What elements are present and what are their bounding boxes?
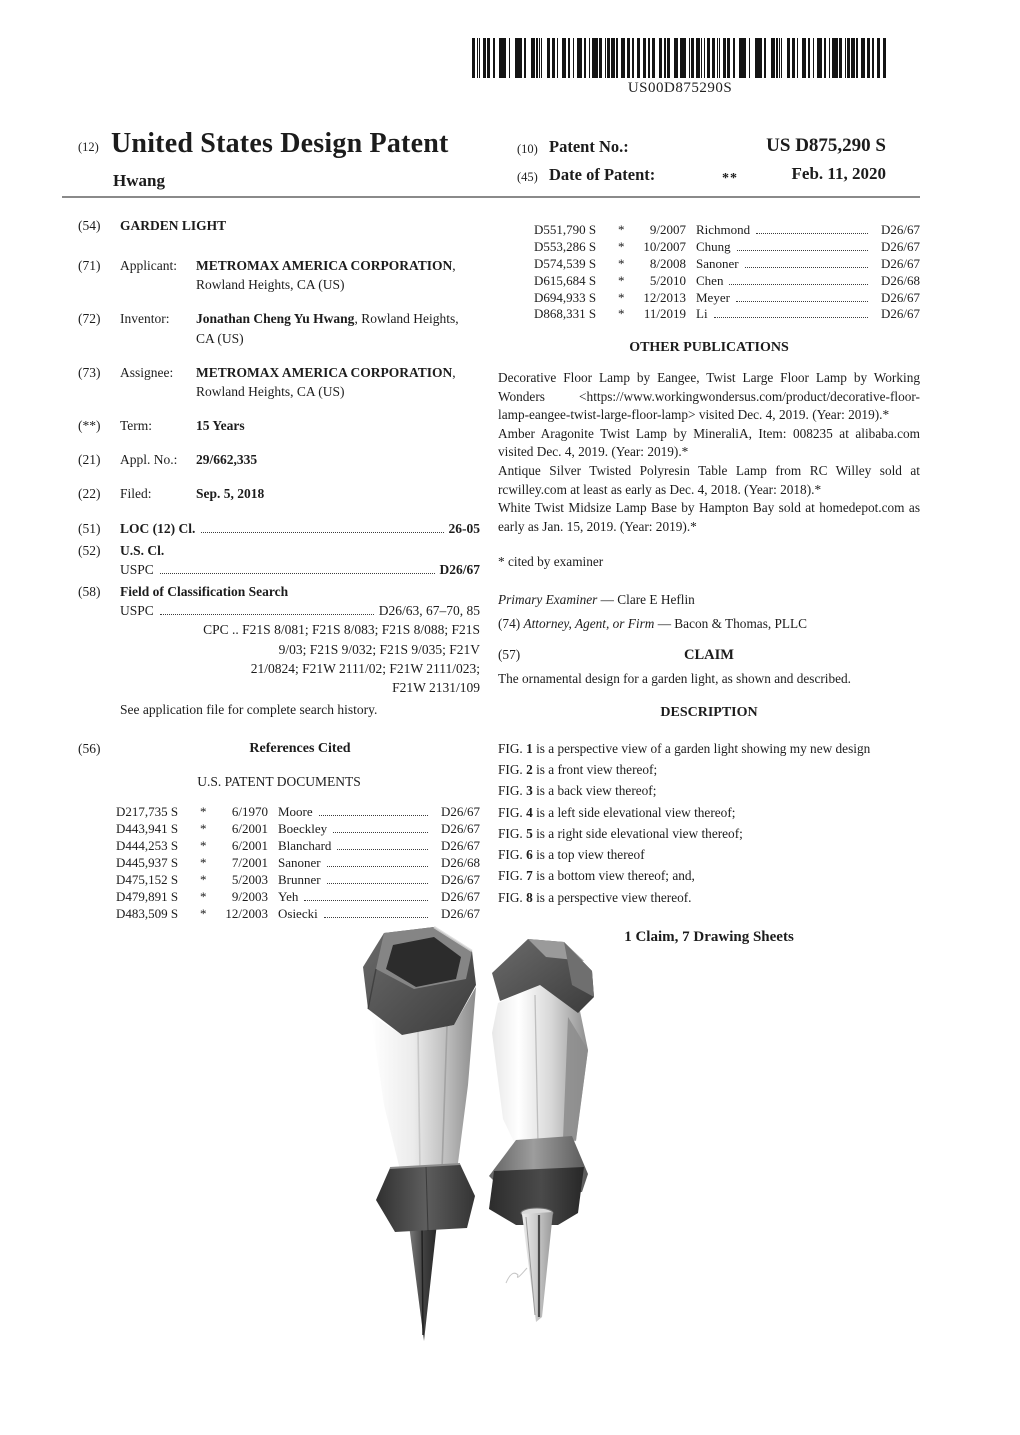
fig-prefix: FIG. [498, 825, 523, 841]
fig-text: is a bottom view thereof; and, [536, 868, 695, 884]
field-value-rest: , Rowland Heights, CA (US) [196, 364, 456, 399]
fig-text: is a perspective view of a garden light showing my new design [536, 740, 871, 756]
field-label: Appl. No.: [120, 452, 178, 468]
uspc-label: USPC [120, 603, 154, 619]
right-column [498, 222, 920, 948]
ref-star: * [200, 854, 207, 870]
ref-star: * [618, 289, 625, 305]
cpc-line: 21/0824; F21W 2111/02; F21W 2111/023; [250, 660, 480, 676]
left-stake [363, 927, 476, 1341]
attorney-line [498, 615, 920, 634]
fig-number: 8 [526, 889, 533, 905]
dot-leader [714, 317, 868, 318]
attorney-name: — Bacon & Thomas, PLLC [657, 615, 808, 631]
other-publications-list [498, 369, 920, 536]
patent-number: US D875,290 S [766, 135, 886, 156]
field-label: Applicant: [120, 258, 177, 274]
ref-class: D26/68 [441, 854, 480, 870]
description-title: DESCRIPTION [660, 705, 758, 721]
ref-date: 9/2007 [649, 222, 686, 237]
ref-star: * [200, 888, 207, 904]
us-class-row [78, 541, 480, 579]
loc-class-row [78, 519, 480, 538]
fig-prefix: FIG. [498, 762, 523, 778]
ref-name: Sanoner [696, 255, 739, 271]
patent-reference-row [534, 239, 920, 256]
figure-description-line [498, 844, 920, 865]
patent-reference-row [116, 838, 480, 855]
field-num: (72) [78, 311, 101, 327]
biblio-field-row [78, 309, 480, 347]
claim-text: The ornamental design for a garden light, as shown and described. [498, 670, 851, 686]
right-stake [489, 939, 594, 1322]
ref-star: * [200, 804, 207, 820]
dot-leader [736, 301, 868, 302]
references-cited-header [78, 739, 480, 759]
ref-class: D26/67 [441, 871, 480, 887]
ref-date: 5/2010 [649, 272, 686, 288]
field-label: Filed: [120, 486, 152, 502]
biblio-field-row [78, 256, 480, 294]
patent-reference-row [534, 306, 920, 323]
ref-name: Osiecki [278, 905, 318, 921]
dot-leader [333, 832, 428, 833]
ref-date: 12/2003 [225, 905, 268, 921]
ref-number: D615,684 S [534, 272, 597, 288]
ref-date: 11/2019 [643, 306, 686, 322]
fig-number: 6 [526, 847, 533, 863]
ref-class: D26/67 [881, 255, 920, 271]
ref-date: 6/1970 [231, 804, 268, 820]
ref-class: D26/67 [441, 837, 480, 853]
field-value [196, 309, 464, 347]
invention-title-row [78, 216, 480, 235]
field-value [196, 256, 464, 294]
biblio-field-row [78, 416, 480, 435]
dot-leader [737, 250, 868, 251]
cpc-line: F21W 2131/109 [392, 679, 480, 695]
fig-text: is a perspective view thereof. [536, 889, 692, 905]
figure-description-line [498, 780, 920, 801]
dot-leader [304, 900, 428, 901]
ref-date: 6/2001 [231, 837, 268, 853]
header-divider [62, 196, 920, 198]
figure-description-line [498, 865, 920, 886]
fig-number: 7 [526, 868, 533, 884]
field-value [196, 450, 464, 469]
ref-class: D26/67 [441, 804, 480, 820]
us-patent-documents-table-cont [534, 222, 920, 323]
uspc-value: D26/67 [439, 561, 480, 577]
publication-entry: White Twist Midsize Lamp Base by Hampton Bay sold at homedepot.com as early as Jan. 15, 2019. (Year: 2019).* [498, 500, 920, 534]
field-value-bold: Jonathan Cheng Yu Hwang [196, 311, 355, 327]
fig-prefix: FIG. [498, 889, 523, 905]
patent-reference-row [116, 906, 480, 923]
ref-class: D26/67 [441, 821, 480, 837]
fig-text: is a back view thereof; [536, 783, 657, 799]
cited-by-examiner-note: * cited by examiner [498, 554, 604, 570]
ref-number: D475,152 S [116, 871, 179, 887]
garden-light-drawing [330, 925, 700, 1360]
us-patent-documents-title: U.S. PATENT DOCUMENTS [197, 774, 361, 789]
ref-class: D26/67 [881, 289, 920, 305]
field-of-search-label: Field of Classification Search [120, 584, 289, 600]
biblio-field-row [78, 484, 480, 503]
ref-class: D26/68 [881, 272, 920, 288]
field-value-bold: METROMAX AMERICA CORPORATION [196, 364, 453, 380]
fig-number: 5 [526, 825, 533, 841]
ref-name: Brunner [278, 871, 321, 887]
ref-number: D553,286 S [534, 238, 597, 254]
field-num: (52) [78, 542, 101, 558]
ref-number: D444,253 S [116, 837, 179, 853]
figure-description-line [498, 759, 920, 780]
ref-name: Blanchard [278, 837, 332, 853]
us-patent-documents-table [116, 804, 480, 922]
ref-number: D551,790 S [534, 222, 597, 237]
fig-text: is a right side elevational view thereof; [536, 825, 743, 841]
field-value-bold: Sep. 5, 2018 [196, 486, 265, 502]
ref-number: D574,539 S [534, 255, 597, 271]
fig-number: 4 [526, 804, 533, 820]
field-value [196, 484, 464, 503]
field-value-bold: 29/662,335 [196, 452, 258, 468]
field-value-bold: METROMAX AMERICA CORPORATION [196, 258, 453, 274]
primary-examiner-label: Primary Examiner [498, 592, 598, 608]
field-num: (51) [78, 520, 101, 536]
patent-no-label: Patent No.: [549, 137, 629, 156]
dot-leader [729, 284, 868, 285]
fig-prefix: FIG. [498, 740, 523, 756]
figure-description-line [498, 823, 920, 844]
ref-name: Chen [696, 272, 724, 288]
ref-date: 9/2003 [231, 888, 268, 904]
first-named-inventor: Hwang [113, 171, 165, 190]
dot-leader [756, 233, 868, 234]
uspc-search-value: D26/63, 67–70, 85 [378, 603, 480, 619]
field-num: (57) [498, 647, 521, 663]
cpc-line: CPC .. F21S 8/081; F21S 8/083; F21S 8/088; F21S [203, 622, 480, 638]
loc-label: LOC (12) Cl. [120, 520, 196, 536]
dot-leader [337, 849, 428, 850]
field-of-search-row [78, 582, 480, 736]
patent-reference-row [534, 273, 920, 290]
field-num: (73) [78, 364, 101, 380]
ref-star: * [200, 821, 207, 837]
left-column [78, 216, 480, 922]
claim-title: CLAIM [684, 647, 734, 664]
ref-name: Moore [278, 804, 313, 820]
publication-entry: Antique Silver Twisted Polyresin Table Lamp from RC Willey sold at rcwilley.com at least as early as Dec. 4, 2018. (Year: 2018).* [498, 462, 920, 497]
barcode [472, 38, 888, 78]
field-num: (58) [78, 584, 101, 600]
ref-star: * [618, 306, 625, 322]
references-cited-title: References Cited [249, 741, 351, 757]
ref-number: D694,933 S [534, 289, 597, 305]
field-label: Assignee: [120, 364, 174, 380]
bibliographic-fields [78, 256, 480, 503]
dot-leader [160, 573, 435, 574]
primary-examiner-line [498, 591, 920, 610]
ref-class: D26/67 [441, 905, 480, 921]
ref-name: Yeh [278, 888, 299, 904]
ref-date: 8/2008 [649, 255, 686, 271]
patent-reference-row [116, 855, 480, 872]
patent-no-code: (10) [517, 142, 538, 156]
ref-name: Chung [696, 238, 731, 254]
field-value [196, 416, 464, 435]
kind-code: (12) [78, 140, 99, 154]
publication-entry: Amber Aragonite Twist Lamp by MineraliA, Item: 008235 at alibaba.com visited Dec. 4, 2019. (Year: 2019).* [498, 425, 920, 460]
ref-star: * [200, 871, 207, 887]
biblio-field-row [78, 450, 480, 469]
date-of-patent-label: Date of Patent: [549, 165, 656, 184]
ref-number: D483,509 S [116, 905, 179, 921]
field-num: (22) [78, 486, 101, 502]
fig-text: is a front view thereof; [536, 762, 658, 778]
ref-number: D443,941 S [116, 821, 179, 837]
claims-sheets-note: 1 Claim, 7 Drawing Sheets [624, 928, 794, 945]
ref-date: 6/2001 [231, 821, 268, 837]
fig-prefix: FIG. [498, 847, 523, 863]
dot-leader [160, 614, 374, 615]
ref-name: Richmond [696, 222, 751, 237]
publication-entry: Decorative Floor Lamp by Eangee, Twist Large Floor Lamp by Working Wonders <https://www.workingwondersus.com/product/decorative-floor-lamp-eangee-twist-large-floor-lamp> visited Dec. 4, 2019. (Year: 2019).* [498, 369, 920, 423]
fig-text: is a top view thereof [536, 847, 645, 863]
field-num: (56) [78, 741, 101, 757]
fig-text: is a left side elevational view thereof; [536, 804, 736, 820]
ref-name: Sanoner [278, 854, 321, 870]
dot-leader [327, 866, 428, 867]
ref-name: Li [696, 306, 708, 322]
field-value-bold: 15 Years [196, 418, 245, 434]
cpc-line: 9/03; F21S 9/032; F21S 9/035; F21V [278, 641, 480, 657]
date-of-patent: Feb. 11, 2020 [791, 164, 886, 183]
biblio-field-row [78, 363, 480, 401]
figure-description-line [498, 802, 920, 823]
ref-number: D217,735 S [116, 804, 179, 820]
cpc-lines [120, 620, 480, 697]
primary-examiner-name: — Clare E Heflin [600, 592, 695, 608]
ref-date: 10/2007 [643, 238, 686, 254]
ref-class: D26/67 [881, 306, 920, 322]
figure-description-line [498, 887, 920, 908]
figure-descriptions [498, 738, 920, 908]
dot-leader [319, 815, 428, 816]
field-num: (54) [78, 218, 101, 233]
dot-leader [745, 267, 868, 268]
ref-star: * [200, 837, 207, 853]
ref-number: D479,891 S [116, 888, 179, 904]
ref-class: D26/67 [881, 238, 920, 254]
fig-prefix: FIG. [498, 868, 523, 884]
invention-title: GARDEN LIGHT [120, 218, 227, 233]
field-num: (71) [78, 258, 101, 274]
patent-drawing [330, 925, 700, 1360]
ref-date: 12/2013 [643, 289, 686, 305]
field-num: (21) [78, 452, 101, 468]
fig-number: 3 [526, 783, 533, 799]
patent-reference-row [116, 889, 480, 906]
attorney-label: Attorney, Agent, or Firm [523, 615, 655, 631]
document-type-title: United States Design Patent [111, 128, 449, 159]
loc-value: 26-05 [448, 520, 480, 536]
ref-number: D868,331 S [534, 306, 597, 322]
search-history-note: See application file for complete search history. [120, 701, 378, 717]
ref-class: D26/67 [441, 888, 480, 904]
ref-class: D26/67 [881, 222, 920, 237]
uspc-label: USPC [120, 561, 154, 577]
ref-name: Boeckley [278, 821, 328, 837]
patent-reference-row [116, 872, 480, 889]
field-value [196, 363, 464, 401]
ref-star: * [618, 222, 625, 237]
fig-number: 1 [526, 740, 533, 756]
ref-name: Meyer [696, 289, 730, 305]
ref-number: D445,937 S [116, 854, 179, 870]
field-value-rest: , Rowland Heights, CA (US) [196, 311, 459, 346]
date-code: (45) [517, 170, 538, 184]
claim-header [498, 645, 920, 665]
field-value-rest: , Rowland Heights, CA (US) [196, 258, 456, 293]
figure-description-line [498, 738, 920, 759]
uscl-label: U.S. Cl. [120, 542, 165, 558]
patent-reference-row [534, 256, 920, 273]
ref-star: * [618, 255, 625, 271]
dot-leader [324, 917, 428, 918]
patent-reference-row [534, 222, 920, 239]
ref-star: * [618, 238, 625, 254]
patent-reference-row [116, 821, 480, 838]
ref-star: * [618, 272, 625, 288]
fig-prefix: FIG. [498, 783, 523, 799]
fig-number: 2 [526, 762, 533, 778]
dot-leader [327, 883, 428, 884]
patent-reference-row [116, 804, 480, 821]
term-extension-marker: ** [722, 171, 738, 186]
barcode-number: US00D875290S [627, 80, 733, 96]
ref-star: * [200, 905, 207, 921]
field-num: (74) [498, 615, 521, 631]
dot-leader [201, 532, 443, 533]
field-label: Inventor: [120, 311, 170, 327]
ref-date: 5/2003 [231, 871, 268, 887]
patent-reference-row [534, 290, 920, 307]
fig-prefix: FIG. [498, 804, 523, 820]
other-publications-title: OTHER PUBLICATIONS [629, 340, 789, 356]
ref-date: 7/2001 [231, 854, 268, 870]
field-label: Term: [120, 418, 153, 434]
field-num: (**) [78, 418, 101, 434]
